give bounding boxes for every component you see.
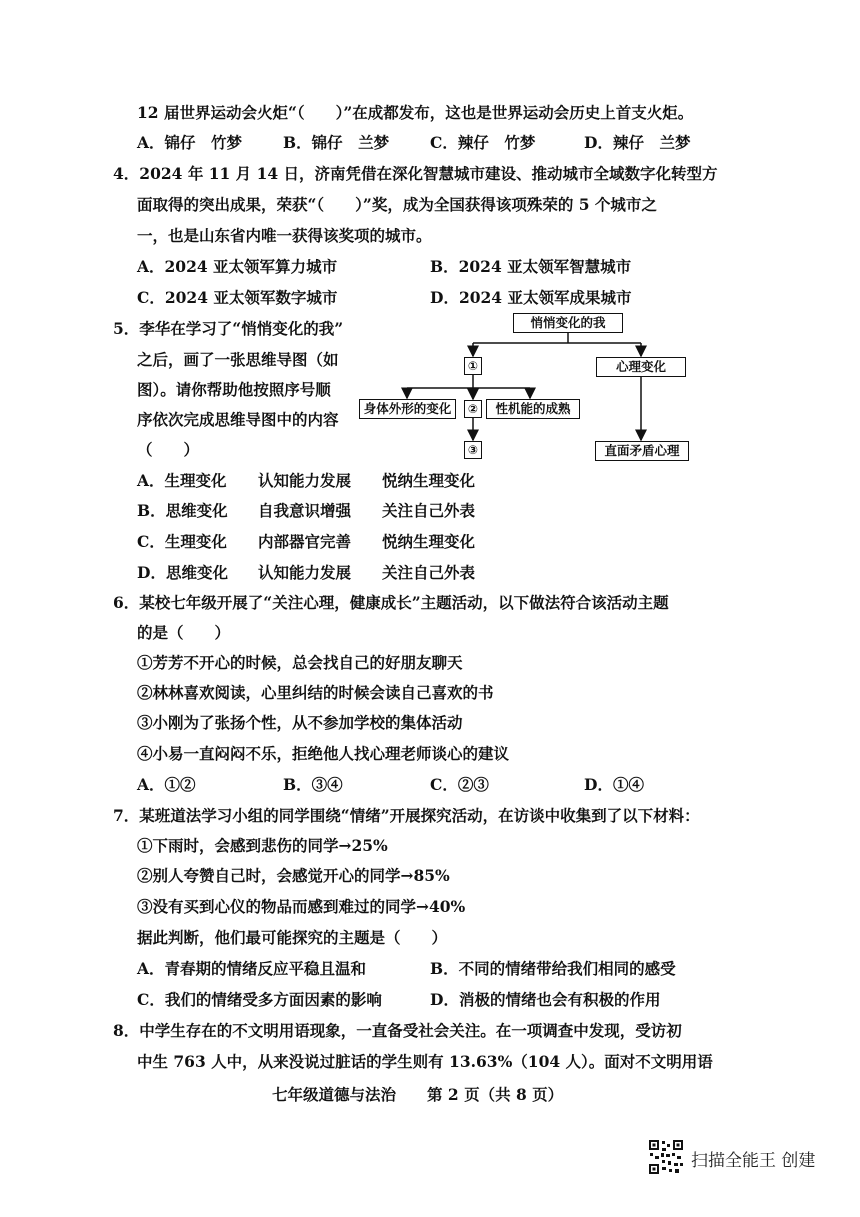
q6-stem-line-1: 6．某校七年级开展了“关注心理，健康成长”主题活动，以下做法符合该活动主题: [113, 593, 669, 612]
page-footer: 七年级道德与法治 第 2 页（共 8 页）: [272, 1085, 564, 1104]
mind-map-node-1: ①: [464, 357, 482, 375]
q7-item-2: ②别人夸赞自己时，会感觉开心的同学→85%: [137, 866, 450, 885]
q8-stem-line-1: 8．中学生存在的不文明用语现象，一直备受社会关注。在一项调查中发现，受访初: [113, 1021, 682, 1040]
q5-option-b-1: B．思维变化: [137, 501, 228, 520]
q4-option-b: B．2024 亚太领军智慧城市: [430, 257, 632, 276]
qr-code-icon: [648, 1139, 684, 1175]
q3-option-c: C．辣仔 竹梦: [430, 133, 536, 152]
q5-option-b-3: 关注自己外表: [382, 501, 476, 520]
q3-option-a: A．锦仔 竹梦: [137, 133, 243, 152]
q6-item-3: ③小刚为了张扬个性，从不参加学校的集体活动: [137, 713, 463, 732]
q4-stem-line-2: 面取得的突出成果，荣获“（ ）”奖，成为全国获得该项殊荣的 5 个城市之: [137, 195, 657, 214]
q5-option-b-2: 自我意识增强: [258, 501, 352, 520]
q6-stem-line-2: 的是（ ）: [137, 623, 231, 642]
q6-option-d: D．①④: [584, 775, 644, 794]
q5-stem-line-2: 之后，画了一张思维导图（如: [137, 350, 339, 369]
q4-option-a: A．2024 亚太领军算力城市: [137, 257, 338, 276]
q5-option-c-1: C．生理变化: [137, 532, 227, 551]
q6-item-1: ①芳芳不开心的时候，总会找自己的好朋友聊天: [137, 653, 463, 672]
mind-map-body-change: 身体外形的变化: [359, 399, 456, 419]
mind-map-node-3: ③: [464, 441, 482, 459]
q5-stem-line-4: 序依次完成思维导图中的内容: [137, 410, 339, 429]
q4-option-d: D．2024 亚太领军成果城市: [430, 288, 632, 307]
q5-option-c-2: 内部器官完善: [258, 532, 352, 551]
q7-option-a: A．青春期的情绪反应平稳且温和: [137, 959, 367, 978]
q7-item-1: ①下雨时，会感到悲伤的同学→25%: [137, 836, 388, 855]
q7-stem-line: 7．某班道法学习小组的同学围绕“情绪”开展探究活动，在访谈中收集到了以下材料：: [113, 806, 700, 825]
mind-map-face-contradiction: 直面矛盾心理: [595, 441, 689, 461]
q5-option-a-2: 认知能力发展: [258, 471, 352, 490]
q6-option-a: A．①②: [137, 775, 196, 794]
q7-item-3: ③没有买到心仪的物品而感到难过的同学→40%: [137, 897, 466, 916]
mind-map-node-2: ②: [464, 400, 482, 418]
q6-item-2: ②林林喜欢阅读，心里纠结的时候会读自己喜欢的书: [137, 683, 494, 702]
q3-stem-line: 12 届世界运动会火炬“（ ）”在成都发布，这也是世界运动会历史上首支火炬。: [137, 103, 694, 122]
q8-stem-line-2: 中生 763 人中，从来没说过脏话的学生则有 13.63%（104 人）。面对不文明用语: [137, 1052, 713, 1071]
q5-option-d-3: 关注自己外表: [382, 563, 476, 582]
q5-option-d-2: 认知能力发展: [258, 563, 352, 582]
mind-map-psychology: 心理变化: [596, 357, 686, 377]
q4-stem-line-3: 一，也是山东省内唯一获得该奖项的城市。: [137, 226, 432, 245]
q7-option-d: D．消极的情绪也会有积极的作用: [430, 990, 661, 1009]
q5-stem-line-1: 5．李华在学习了“悄悄变化的我”: [113, 319, 344, 338]
q6-item-4: ④小易一直闷闷不乐，拒绝他人找心理老师谈心的建议: [137, 744, 510, 763]
scanner-watermark: 扫描全能王 创建: [691, 1151, 816, 1171]
q5-option-c-3: 悦纳生理变化: [382, 532, 476, 551]
mind-map-sexual-maturity: 性机能的成熟: [486, 399, 580, 419]
mind-map-root: 悄悄变化的我: [513, 313, 623, 333]
q6-option-c: C．②③: [430, 775, 489, 794]
q7-question: 据此判断，他们最可能探究的主题是（ ）: [137, 928, 448, 947]
q5-option-a-3: 悦纳生理变化: [382, 471, 476, 490]
q5-option-a-1: A．生理变化: [137, 471, 227, 490]
q5-stem-line-3: 图）。请你帮助他按照序号顺: [137, 380, 331, 399]
q3-option-b: B．锦仔 兰梦: [283, 133, 390, 152]
q6-option-b: B．③④: [283, 775, 343, 794]
q4-stem-line-1: 4．2024 年 11 月 14 日，济南凭借在深化智慧城市建设、推动城市全域数字化转型方: [113, 164, 718, 183]
q5-stem-line-5: （ ）: [137, 440, 200, 459]
q7-option-b: B．不同的情绪带给我们相同的感受: [430, 959, 676, 978]
q7-option-c: C．我们的情绪受多方面因素的影响: [137, 990, 382, 1009]
q3-option-d: D．辣仔 兰梦: [584, 133, 691, 152]
q4-option-c: C．2024 亚太领军数字城市: [137, 288, 338, 307]
q5-option-d-1: D．思维变化: [137, 563, 228, 582]
